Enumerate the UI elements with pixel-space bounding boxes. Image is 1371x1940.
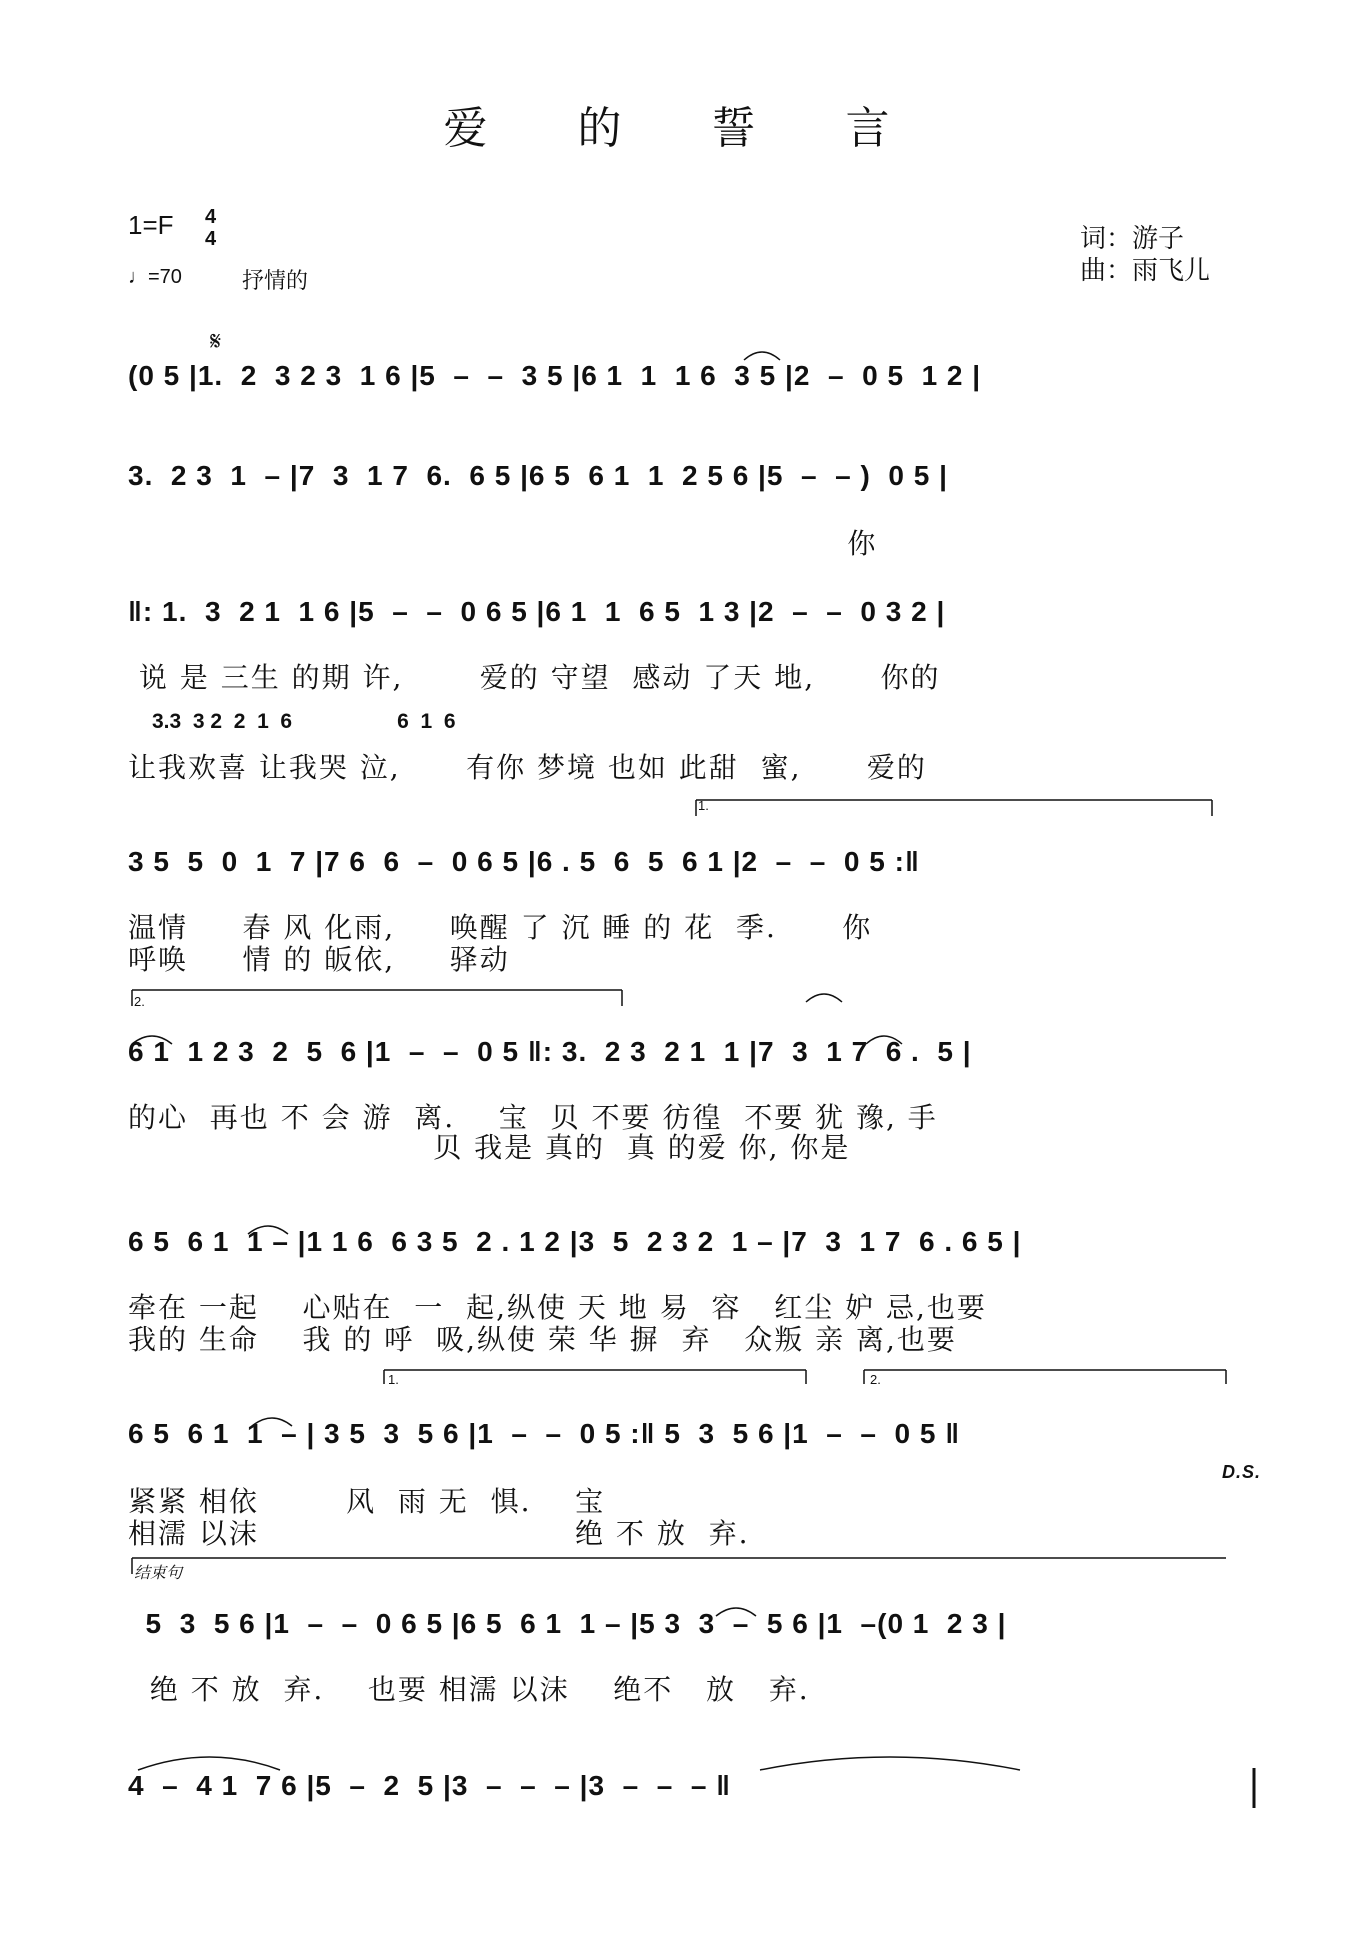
score-row-5-lyrics: 的心 再也 不 会 游 离. 宝 贝 不要 彷徨 不要 犹 豫, 手 — [128, 1101, 938, 1134]
score-row-3-alt-notes: 3.3 3 2 2 1 6 6 1 6 — [152, 710, 456, 733]
score-row-6-lyrics: 牵在 一起 心贴在 一 起,纵使 天 地 易 容 红尘 妒 忌,也要 — [128, 1291, 987, 1324]
tempo-marking: ♩=70 — [128, 266, 182, 288]
score-row-2-lyrics: 你 — [128, 527, 878, 560]
expression-marking: 抒情的 — [242, 269, 309, 294]
volta-second-label-2: 2. — [870, 1372, 881, 1387]
song-title: 爱 的 誓 言 — [443, 103, 928, 154]
key-signature: 1=F — [128, 210, 174, 240]
score-row-8-lyrics: 绝 不 放 弃. 也要 相濡 以沫 绝不 放 弃. — [128, 1673, 810, 1706]
score-row-4-lyrics: 温情 春 风 化雨, 唤醒 了 沉 睡 的 花 季. 你 — [128, 911, 873, 944]
lyricist-credit: 词：游子 — [1080, 224, 1185, 254]
volta-first-label-1: 1. — [698, 798, 709, 813]
segno-sign: 𝄋 — [210, 326, 223, 356]
score-row-3-notes: ‖: 1. 3 2 1 1 6 |5 – – 0 6 5 |6 1 1 6 5 1 3 |2 – – 0 3 2 | — [128, 596, 946, 627]
time-signature-top: 4 — [205, 206, 217, 228]
score-row-9-notes: 4 – 4 1 7 6 |5 – 2 5 |3 – – – |3 – – – ‖ — [128, 1770, 732, 1801]
composer-credit: 曲：雨飞儿 — [1080, 256, 1211, 286]
score-row-7-lyrics: 紧紧 相依 风 雨 无 惧. 宝 — [128, 1485, 606, 1518]
score-row-1-notes: (0 5 |1. 2 3 2 3 1 6 |5 – – 3 5 |6 1 1 1 6 3 5 |2 – 0 5 1 2 | — [128, 360, 982, 391]
score-row-5-notes: 6 1 1 2 3 2 5 6 |1 – – 0 5 ‖: 3. 2 3 2 1 1 |7 3 1 7 6 . 5 | — [128, 1036, 972, 1067]
score-row-4-lyrics-verse2: 呼唤 情 的 皈依, 驿动 — [128, 943, 510, 976]
volta-first-label-2: 1. — [388, 1372, 399, 1387]
score-row-3-lyrics-verse2: 让我欢喜 让我哭 泣, 有你 梦境 也如 此甜 蜜, 爱的 — [128, 751, 927, 784]
ending-section-label: 结束句 — [134, 1563, 183, 1582]
score-row-7-lyrics-verse2: 相濡 以沫 绝 不 放 弃. — [128, 1517, 750, 1550]
score-row-7-notes: 6 5 6 1 1 – | 3 5 3 5 6 |1 – – 0 5 :‖ 5 3 5 6 |1 – – 0 5 ‖ — [128, 1418, 961, 1449]
volta-second-label-1: 2. — [134, 994, 145, 1009]
score-row-8-notes: 5 3 5 6 |1 – – 0 6 5 |6 5 6 1 1 – |5 3 3 – 5 6 |1 –(0 1 2 3 | — [128, 1608, 1007, 1639]
dal-segno-mark: D.S. — [1222, 1462, 1262, 1482]
score-row-2-notes: 3. 2 3 1 – |7 3 1 7 6. 6 5 |6 5 6 1 1 2 5 6 |5 – – ) 0 5 | — [128, 460, 948, 491]
score-row-6-notes: 6 5 6 1 1 – |1 1 6 6 3 5 2 . 1 2 |3 5 2 3 2 1 – |7 3 1 7 6 . 6 5 | — [128, 1226, 1022, 1257]
time-signature-bottom: 4 — [205, 228, 217, 250]
score-row-6-lyrics-verse2: 我的 生命 我 的 呼 吸,纵使 荣 华 摒 弃 众叛 亲 离,也要 — [128, 1323, 957, 1356]
volta-brackets — [132, 800, 1226, 1574]
score-row-4-notes: 3 5 5 0 1 7 |7 6 6 – 0 6 5 |6 . 5 6 5 6 1 |2 – – 0 5 :‖ — [128, 846, 920, 877]
score-row-5-lyrics-verse2: 贝 我是 真的 真 的爱 你, 你是 — [128, 1131, 851, 1164]
score-row-3-lyrics: 说 是 三生 的期 许, 爱的 守望 感动 了天 地, 你的 — [128, 661, 941, 694]
